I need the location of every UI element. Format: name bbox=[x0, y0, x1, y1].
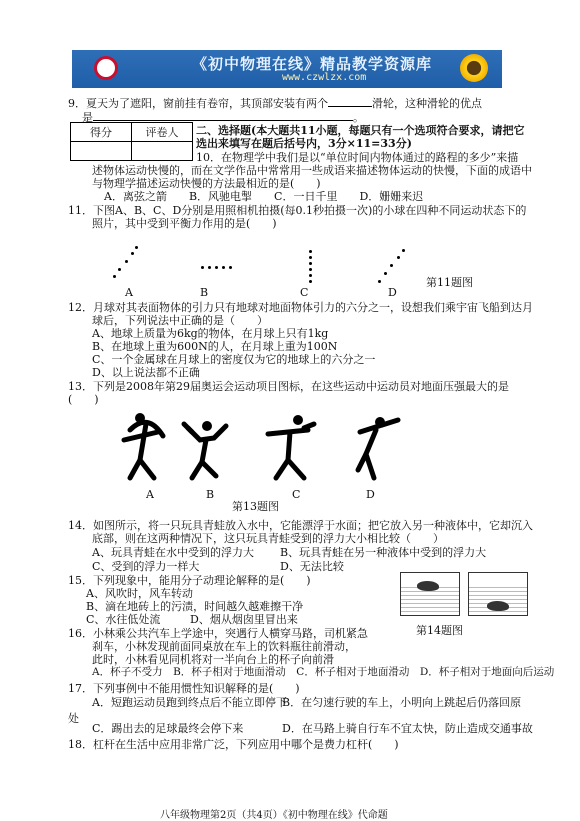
dot bbox=[131, 252, 134, 255]
pictogram-head bbox=[293, 415, 303, 425]
q12-line2: 球后，下列说法中正确的是（ ） bbox=[92, 314, 268, 327]
q14-option-c: C、受到的浮力一样大 bbox=[92, 560, 200, 573]
q18-line1: 18．杠杆在生活中应用非常广泛，下列应用中哪个是费力杠杆( ) bbox=[68, 738, 399, 751]
q17-option-d: D．在马路上骑自行车不宜太快，防止造成交通事故 bbox=[282, 722, 533, 735]
header-banner bbox=[72, 50, 502, 88]
dot bbox=[208, 266, 211, 269]
pictogram-head bbox=[375, 417, 385, 427]
beaker-water bbox=[400, 572, 460, 616]
q17-option-c: C．踢出去的足球最终会停下来 bbox=[92, 722, 244, 735]
q16-line2: 刹车，小林发现前面同桌放在车上的饮料瓶往前滑动， bbox=[92, 640, 356, 653]
q12-option-b: B、在地球上重为600N的人，在月球上重为100N bbox=[92, 340, 338, 353]
dot bbox=[309, 274, 312, 277]
banner-title: 《初中物理在线》精品教学资源库 bbox=[192, 55, 433, 73]
pictogram-weightlifting bbox=[184, 424, 226, 478]
q14-caption: 第14题图 bbox=[416, 624, 463, 637]
q9-line2-text: 是 bbox=[82, 111, 93, 124]
dot bbox=[378, 280, 381, 283]
q16-options: A．杯子不受力 B．杯子相对于地面滑动 C．杯子相对于地面滑动 D．杯子相对于地面向后运动 bbox=[92, 666, 555, 678]
q15-option-d: D、烟从烟囱里冒出来 bbox=[190, 613, 298, 626]
q14-line2: 底部，则在这两种情况下，这只玩具青蛙受到的浮力大小相比较（ ） bbox=[92, 532, 444, 545]
dot bbox=[402, 249, 405, 252]
beaker-liquid bbox=[468, 572, 528, 616]
pictogram-archery bbox=[124, 422, 163, 478]
q9-line1 bbox=[68, 96, 482, 110]
q12-option-a: A、地球上质量为6kg的物体，在月球上只有1kg bbox=[92, 327, 329, 340]
dot bbox=[125, 260, 128, 263]
sunflower-icon bbox=[460, 54, 488, 82]
q9-text-b: 滑轮，这种滑轮的优点 bbox=[372, 97, 482, 110]
q11-line1: 11．下图A、B、C、D分别是用照相机拍摄(每0.1秒拍摄一次)的小球在四种不同运动状态下的 bbox=[68, 204, 527, 217]
dot bbox=[113, 275, 116, 278]
q16-line3: 此时，小林看见同机将对一半向台上的杯子向前滑 bbox=[92, 653, 334, 666]
q10-line1: 10．在物理学中我们是以“单位时间内物体通过的路程的多少”来描 bbox=[196, 151, 519, 164]
q13-label-b: B bbox=[206, 488, 215, 501]
q14-option-d: D、无法比较 bbox=[280, 560, 344, 573]
q10-line2: 述物体运动快慢的，而在文学作品中常常用一些成语来描述物体运动的快慢，下面的成语中 bbox=[92, 164, 532, 177]
q11-label-a: A bbox=[125, 286, 133, 299]
q11-label-d: D bbox=[388, 286, 397, 299]
q15-option-a: A、风吹时，风车转动 bbox=[86, 587, 193, 600]
dot bbox=[201, 266, 204, 269]
frog-icon bbox=[487, 601, 509, 611]
dot bbox=[309, 262, 312, 265]
q12-option-d: D、以上说法都不正确 bbox=[92, 366, 200, 379]
q17-line1: 17．下列事例中不能用惯性知识解释的是( ) bbox=[68, 682, 300, 695]
section-heading: 二、选择题(本大题共11小题，每题只有一个选项符合要求，请把它 bbox=[196, 124, 525, 137]
pictogram-fencing bbox=[268, 424, 314, 478]
dot bbox=[397, 256, 400, 259]
q14-line1: 14．如图所示，将一只玩具青蛙放入水中，它能漂浮于水面；把它放入另一种液体中，它却沉入 bbox=[68, 519, 533, 532]
pictogram-head bbox=[202, 421, 212, 431]
q14-option-b: B、玩具青蛙在另一种液体中受到的浮力大 bbox=[280, 546, 487, 559]
logo-icon bbox=[94, 56, 118, 80]
q13-label-a: A bbox=[146, 488, 154, 501]
q12-option-c: C、一个金属球在月球上的密度仅为它的地球上的六分之一 bbox=[92, 353, 376, 366]
q11-label-b: B bbox=[200, 286, 209, 299]
q10-options: A．离弦之箭 B．风驰电掣 C．一日千里 D．姗姗来迟 bbox=[104, 190, 424, 203]
dot bbox=[309, 250, 312, 253]
q11-label-c: C bbox=[300, 286, 309, 299]
q11-caption: 第11题图 bbox=[426, 276, 473, 289]
q13-caption: 第13题图 bbox=[232, 500, 279, 513]
olympic-pictograms bbox=[118, 410, 418, 482]
grader-header: 评卷人 bbox=[132, 123, 193, 142]
frog-icon bbox=[417, 581, 439, 591]
q14-option-a: A、玩具青蛙在水中受到的浮力大 bbox=[92, 546, 254, 559]
q9-line2-end: 。 bbox=[353, 111, 364, 124]
q10-line3: 与物理学描述运动快慢的方法最相近的是( ) bbox=[92, 177, 321, 190]
q17-option-b: B．在匀速行驶的车上，小明向上跳起后仍落回原 bbox=[282, 696, 522, 709]
dot bbox=[222, 266, 225, 269]
q15-line1: 15．下列现象中，能用分子动理论解释的是( ) bbox=[68, 574, 311, 587]
dot bbox=[390, 264, 393, 267]
q12-line1: 12．月球对其表面物体的引力只有地球对地面物体引力的六分之一，设想我们乘宇宙飞船到达月 bbox=[68, 301, 533, 314]
dot bbox=[135, 246, 138, 249]
page-footer: 八年级物理第2页（共4页）《初中物理在线》代命题 bbox=[160, 810, 388, 821]
dot bbox=[118, 268, 121, 271]
q13-line1: 13．下列是2008年第29届奥运会运动项目图标，在这些运动中运动员对地面压强最大的是 bbox=[68, 380, 509, 393]
q13-label-c: C bbox=[292, 488, 301, 501]
dot bbox=[309, 268, 312, 271]
dot bbox=[229, 266, 232, 269]
answer-blank[interactable] bbox=[93, 110, 353, 121]
dot bbox=[384, 272, 387, 275]
q9-text: 9．夏天为了遮阳，窗前挂有卷帘，其顶部安装有两个 bbox=[68, 97, 328, 110]
answer-blank[interactable] bbox=[328, 96, 372, 107]
dot bbox=[309, 256, 312, 259]
banner-url: www.czwlzx.com bbox=[282, 72, 367, 83]
q13-label-d: D bbox=[366, 488, 375, 501]
score-header: 得分 bbox=[71, 123, 132, 142]
dot bbox=[215, 266, 218, 269]
q17-option-b-cont: 处 bbox=[68, 712, 79, 725]
q13-line2: ( ) bbox=[68, 393, 99, 406]
grader-cell[interactable] bbox=[132, 142, 193, 161]
score-cell[interactable] bbox=[71, 142, 132, 161]
pictogram-head bbox=[135, 413, 145, 423]
q17-option-a: A．短跑运动员跑到终点后不能立即停下 bbox=[92, 696, 287, 709]
pictogram-shooting bbox=[358, 420, 398, 478]
score-table bbox=[70, 122, 193, 161]
q15-option-b: B、滴在地砖上的污渍，时间越久越难擦干净 bbox=[86, 600, 304, 613]
q15-option-c: C、水往低处流 bbox=[86, 613, 161, 626]
q16-line1: 16．小林乘公共汽车上学途中，突遇行人横穿马路，司机紧急 bbox=[68, 627, 368, 640]
q11-line2: 照片，其中受到平衡力作用的是( ) bbox=[92, 217, 277, 230]
section-heading-2: 选出来填写在题后括号内，3分×11=33分) bbox=[196, 137, 412, 150]
dot bbox=[309, 280, 312, 283]
